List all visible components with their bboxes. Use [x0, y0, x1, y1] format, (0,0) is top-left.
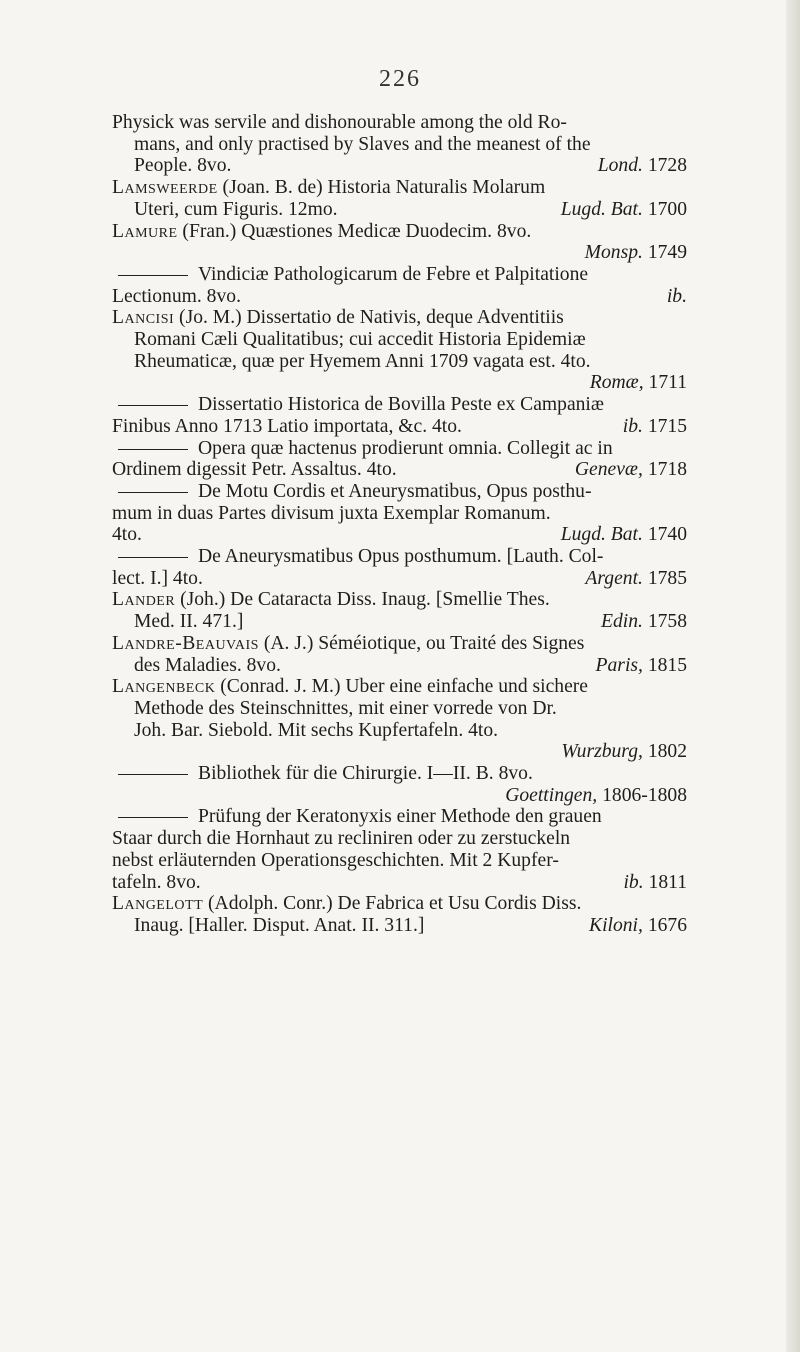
- ditto-dash: [118, 774, 188, 775]
- entry-text: Opera quæ hactenus prodierunt omnia. Collegit ac in: [198, 437, 613, 459]
- ditto-dash: [118, 557, 188, 558]
- entry-line: [112, 264, 687, 286]
- imprint-place: Lond.: [597, 155, 643, 177]
- bibliography-entry: [112, 676, 687, 763]
- entry-text: (Joh.) De Cataracta Diss. Inaug. [Smellie Thes.: [175, 589, 550, 611]
- imprint-place: Kiloni,: [589, 914, 643, 936]
- entry-line: [112, 524, 687, 546]
- entry-line: [112, 720, 687, 742]
- entry-text: mum in duas Partes divisum juxta Exemplar Romanum.: [112, 502, 551, 524]
- entry-line: [112, 221, 687, 243]
- entry-line: [112, 546, 687, 568]
- entry-line: [112, 351, 687, 373]
- entry-line: [112, 307, 687, 329]
- imprint: [623, 416, 687, 438]
- entry-text: Prüfung der Keratonyxis einer Methode den grauen: [198, 806, 602, 828]
- imprint: [589, 915, 687, 937]
- entry-line: [112, 503, 687, 525]
- imprint: [601, 611, 687, 633]
- imprint-place: ib.: [623, 871, 644, 893]
- author-name: Langenbeck: [112, 676, 216, 698]
- imprint: [561, 741, 687, 763]
- entry-line: [112, 438, 687, 460]
- bibliography-entry: [112, 394, 687, 437]
- imprint: [561, 524, 687, 546]
- entry-text: lect. I.] 4to.: [112, 567, 203, 589]
- imprint-year: 1815: [647, 654, 687, 676]
- imprint-year: 1749: [647, 242, 687, 264]
- author-name: Lander: [112, 589, 176, 611]
- entry-text: nebst erläuternden Operationsgeschichten. Mit 2 Kupfer-: [112, 849, 559, 871]
- entry-line: [112, 568, 687, 590]
- imprint: [561, 199, 687, 221]
- imprint-place: Lugd. Bat.: [560, 524, 643, 546]
- entry-text: Uteri, cum Figuris. 12mo.: [134, 198, 338, 220]
- entry-text: (Conrad. J. M.) Uber eine einfache und sichere: [215, 676, 588, 698]
- author-name: Landre-Beauvais: [112, 632, 259, 654]
- page-number: 226: [379, 66, 421, 92]
- imprint-place: Lugd. Bat.: [560, 198, 643, 220]
- entry-line: [112, 633, 687, 655]
- entry-text: tafeln. 8vo.: [112, 871, 201, 893]
- entry-line: [112, 915, 687, 937]
- imprint: [585, 242, 687, 264]
- entry-line: [112, 806, 687, 828]
- imprint: [596, 655, 687, 677]
- entry-line: [112, 589, 687, 611]
- entry-line: [112, 134, 687, 156]
- bibliography-entry: [112, 893, 687, 936]
- entry-text: Vindiciæ Pathologicarum de Febre et Palpitatione: [198, 263, 589, 285]
- imprint-place: Romæ,: [589, 372, 644, 394]
- imprint-year: 1811: [648, 871, 687, 893]
- imprint-year: 1711: [648, 372, 687, 394]
- imprint: [623, 872, 687, 894]
- entry-text: People. 8vo.: [134, 155, 232, 177]
- page-edge: [786, 0, 800, 1352]
- bibliography-entries: [112, 112, 687, 937]
- entry-line: [112, 394, 687, 416]
- entry-line: [112, 676, 687, 698]
- entry-text: des Maladies. 8vo.: [134, 654, 281, 676]
- entry-line: [112, 416, 687, 438]
- entry-line: [112, 893, 687, 915]
- entry-line: [112, 372, 687, 394]
- imprint-year: 1715: [647, 415, 687, 437]
- entry-text: Ordinem digessit Petr. Assaltus. 4to.: [112, 459, 397, 481]
- author-name: Lamsweerde: [112, 177, 218, 199]
- bibliography-entry: [112, 221, 687, 264]
- entry-text: Physick was servile and dishonourable among the old Ro-: [112, 112, 567, 133]
- entry-text: (Jo. M.) Dissertatio de Nativis, deque Adventitiis: [174, 307, 564, 329]
- ditto-dash: [118, 817, 188, 818]
- entry-text: (Joan. B. de) Historia Naturalis Molarum: [217, 177, 546, 199]
- entry-text: Joh. Bar. Siebold. Mit sechs Kupfertafeln. 4to.: [134, 719, 499, 741]
- author-name: Langelott: [112, 893, 204, 915]
- entry-line: [112, 199, 687, 221]
- entry-text: (A. J.) Séméiotique, ou Traité des Signes: [258, 632, 585, 654]
- entry-text: Lectionum. 8vo.: [112, 285, 241, 307]
- imprint: [505, 785, 687, 807]
- imprint-year: 1740: [647, 524, 687, 546]
- imprint-year: 1718: [647, 459, 687, 481]
- entry-text: Methode des Steinschnittes, mit einer vorrede von Dr.: [134, 697, 557, 719]
- bibliography-entry: [112, 481, 687, 546]
- imprint-place: Wurzburg,: [561, 741, 643, 763]
- entry-text: 4to.: [112, 524, 142, 546]
- entry-line: [112, 329, 687, 351]
- imprint-place: Argent.: [585, 567, 643, 589]
- imprint-year: 1802: [647, 741, 687, 763]
- entry-line: [112, 481, 687, 503]
- bibliography-entry: [112, 177, 687, 220]
- imprint-place: Paris,: [595, 654, 643, 676]
- imprint-place: ib.: [622, 415, 643, 437]
- author-name: Lancisi: [112, 307, 175, 329]
- imprint-year: 1700: [647, 198, 687, 220]
- author-name: Lamure: [112, 220, 178, 242]
- imprint-place: Genevæ,: [574, 459, 643, 481]
- imprint: [585, 568, 687, 590]
- entry-text: De Motu Cordis et Aneurysmatibus, Opus posthu-: [198, 480, 592, 502]
- entry-text: Dissertatio Historica de Bovilla Peste ex Campaniæ: [198, 394, 604, 416]
- imprint-place: ib.: [666, 285, 687, 307]
- imprint-place: Goettingen,: [505, 784, 598, 806]
- bibliography-entry: [112, 307, 687, 394]
- entry-text: Bibliothek für die Chirurgie. I—II. B. 8vo.: [198, 763, 533, 785]
- bibliography-entry: [112, 264, 687, 307]
- entry-line: [112, 872, 687, 894]
- imprint: [598, 155, 687, 177]
- ditto-dash: [118, 405, 188, 406]
- entry-text: Staar durch die Hornhaut zu recliniren oder zu zerstuckeln: [112, 828, 571, 850]
- imprint: [590, 372, 687, 394]
- bibliography-entry: [112, 763, 687, 806]
- bibliography-entry: [112, 589, 687, 632]
- entry-text: Romani Cæli Qualitatibus; cui accedit Historia Epidemiæ: [134, 329, 586, 351]
- entry-line: [112, 459, 687, 481]
- imprint-year: 1728: [647, 155, 687, 177]
- ditto-dash: [118, 492, 188, 493]
- entry-text: (Fran.) Quæstiones Medicæ Duodecim. 8vo.: [177, 220, 532, 242]
- imprint: [667, 286, 687, 308]
- entry-text: Med. II. 471.]: [134, 611, 244, 633]
- entry-line: [112, 155, 687, 177]
- entry-text: De Aneurysmatibus Opus posthumum. [Lauth. Col-: [198, 546, 604, 568]
- bibliography-entry: [112, 806, 687, 893]
- bibliography-entry: [112, 633, 687, 676]
- entry-line: [112, 828, 687, 850]
- entry-line: [112, 112, 687, 134]
- imprint: [575, 459, 687, 481]
- entry-text: (Adolph. Conr.) De Fabrica et Usu Cordis Diss.: [203, 893, 582, 915]
- entry-line: [112, 242, 687, 264]
- entry-line: [112, 611, 687, 633]
- entry-text: Inaug. [Haller. Disput. Anat. II. 311.]: [134, 914, 425, 936]
- entry-text: Rheumaticæ, quæ per Hyemem Anni 1709 vagata est. 4to.: [134, 350, 591, 372]
- entry-line: [112, 763, 687, 785]
- imprint-place: Monsp.: [584, 242, 643, 264]
- ditto-dash: [118, 449, 188, 450]
- ditto-dash: [118, 275, 188, 276]
- entry-line: [112, 655, 687, 677]
- entry-line: [112, 698, 687, 720]
- bibliography-entry: [112, 546, 687, 589]
- bibliography-entry: [112, 112, 687, 177]
- entry-text: Finibus Anno 1713 Latio importata, &c. 4to.: [112, 415, 462, 437]
- entry-line: [112, 177, 687, 199]
- imprint-place: Edin.: [601, 611, 643, 633]
- entry-line: [112, 741, 687, 763]
- imprint-year: 1676: [647, 914, 687, 936]
- bibliography-entry: [112, 438, 687, 481]
- entry-line: [112, 785, 687, 807]
- imprint-year: 1758: [647, 611, 687, 633]
- entry-line: [112, 286, 687, 308]
- entry-line: [112, 850, 687, 872]
- entry-text: mans, and only practised by Slaves and the meanest of the: [134, 133, 591, 155]
- imprint-year: 1785: [647, 567, 687, 589]
- imprint-year: 1806-1808: [602, 784, 687, 806]
